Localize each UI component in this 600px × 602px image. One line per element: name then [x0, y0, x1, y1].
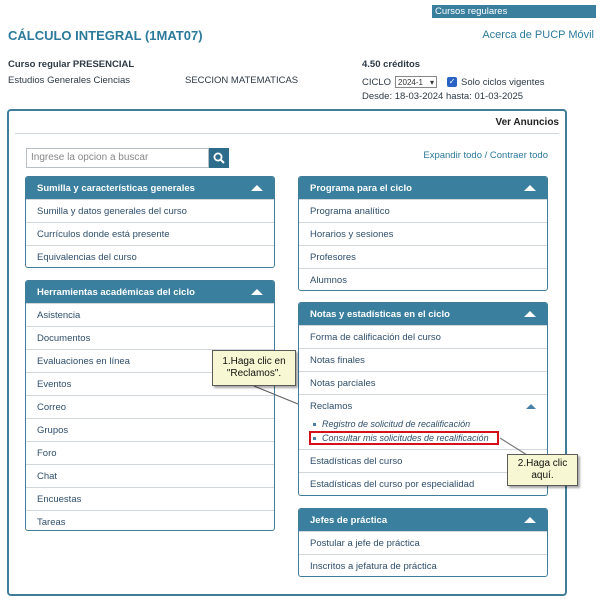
submenu-item-registro[interactable] [299, 417, 547, 431]
divider [15, 133, 559, 134]
menu-item[interactable]: Currículos donde está presente [26, 222, 274, 245]
search-icon [213, 152, 225, 164]
notas-header[interactable] [299, 303, 547, 325]
menu-item[interactable]: Horarios y sesiones [299, 222, 547, 245]
herramientas-box [25, 280, 275, 531]
menu-item[interactable]: Chat [26, 464, 274, 487]
chevron-up-icon [251, 289, 263, 295]
jefes-box [298, 508, 548, 577]
programa-box [298, 176, 548, 291]
section: SECCION MATEMATICAS [185, 75, 299, 86]
chevron-up-icon [526, 404, 536, 409]
tooltip-callout-1 [212, 350, 296, 386]
menu-item[interactable]: Alumnos [299, 268, 547, 291]
menu-item[interactable]: Documentos [26, 326, 274, 349]
cycle-dates: Desde: 18-03-2024 hasta: 01-03-2025 [362, 91, 524, 102]
menu-item[interactable]: Grupos [26, 418, 274, 441]
ciclo-value: 2024-1 [398, 77, 423, 87]
faculty: Estudios Generales Ciencias [8, 75, 130, 86]
menu-item[interactable]: Correo [26, 395, 274, 418]
programa-title: Programa para el ciclo [310, 182, 412, 194]
menu-item[interactable]: Equivalencias del curso [26, 245, 274, 268]
callout-text: 1.Haga clic en [222, 356, 286, 367]
tooltip-callout-2 [507, 454, 578, 486]
sumilla-header[interactable] [26, 177, 274, 199]
reclamos-section [299, 394, 547, 449]
menu-item[interactable]: Foro [26, 441, 274, 464]
ciclo-label: CICLO [362, 76, 392, 88]
menu-item[interactable]: Encuestas [26, 487, 274, 510]
course-title: CÁLCULO INTEGRAL (1MAT07) [8, 28, 203, 43]
solo-ciclos-vigentes-checkbox[interactable]: ✓ [448, 77, 456, 86]
checkbox-label: Solo ciclos vigentes [461, 76, 545, 88]
programa-header[interactable] [299, 177, 547, 199]
chevron-down-icon: ▾ [430, 77, 435, 87]
chevron-up-icon [524, 517, 536, 523]
sumilla-box [25, 176, 275, 268]
menu-item[interactable]: Estadísticas del curso por especialidad [299, 472, 547, 495]
menu-item[interactable]: Profesores [299, 245, 547, 268]
about-pucp-movil-link[interactable]: Acerca de PUCP Móvil [482, 29, 594, 41]
submenu-label: Registro de solicitud de recalificación [322, 419, 471, 429]
reclamos-item[interactable] [299, 395, 547, 417]
search-button[interactable] [209, 148, 229, 168]
jefes-header[interactable] [299, 509, 547, 531]
menu-item[interactable]: Notas finales [299, 348, 547, 371]
cursos-regulares-badge: Cursos regulares [432, 5, 596, 18]
bullet-icon [313, 437, 316, 440]
menu-item[interactable]: Estadísticas del curso [299, 449, 547, 472]
ciclo-row [362, 76, 544, 88]
menu-item[interactable]: Inscritos a jefatura de práctica [299, 554, 547, 577]
callout-text: 2.Haga clic [517, 458, 568, 469]
submenu-item-consultar[interactable] [309, 431, 499, 445]
menu-item[interactable]: Sumilla y datos generales del curso [26, 199, 274, 222]
chevron-up-icon [524, 311, 536, 317]
menu-item[interactable]: Tareas [26, 510, 274, 531]
menu-item[interactable]: Evaluaciones en línea [26, 349, 274, 372]
menu-item[interactable]: Programa analítico [299, 199, 547, 222]
menu-item[interactable]: Asistencia [26, 303, 274, 326]
ciclo-select[interactable] [395, 76, 437, 88]
credits: 4.50 créditos [362, 59, 421, 70]
ver-anuncios-link[interactable]: Ver Anuncios [495, 117, 559, 128]
chevron-up-icon [251, 185, 263, 191]
reclamos-label: Reclamos [310, 400, 353, 412]
callout-text: "Reclamos". [226, 368, 282, 379]
chevron-up-icon [524, 185, 536, 191]
course-type: Curso regular PRESENCIAL [8, 59, 135, 70]
menu-item[interactable]: Postular a jefe de práctica [299, 531, 547, 554]
submenu-label: Consultar mis solicitudes de recalificación [322, 433, 489, 443]
bullet-icon [313, 423, 316, 426]
menu-item[interactable]: Notas parciales [299, 371, 547, 394]
notas-title: Notas y estadísticas en el ciclo [310, 308, 450, 320]
herramientas-header[interactable] [26, 281, 274, 303]
menu-item[interactable]: Eventos [26, 372, 274, 395]
jefes-title: Jefes de práctica [310, 514, 388, 526]
search-input[interactable]: Ingrese la opcion a buscar [26, 148, 209, 168]
herramientas-title: Herramientas académicas del ciclo [37, 286, 195, 298]
menu-item[interactable]: Forma de calificación del curso [299, 325, 547, 348]
sumilla-title: Sumilla y características generales [37, 182, 195, 194]
callout-text: aquí. [531, 470, 554, 481]
expand-collapse-all-link[interactable]: Expandir todo / Contraer todo [423, 150, 548, 161]
